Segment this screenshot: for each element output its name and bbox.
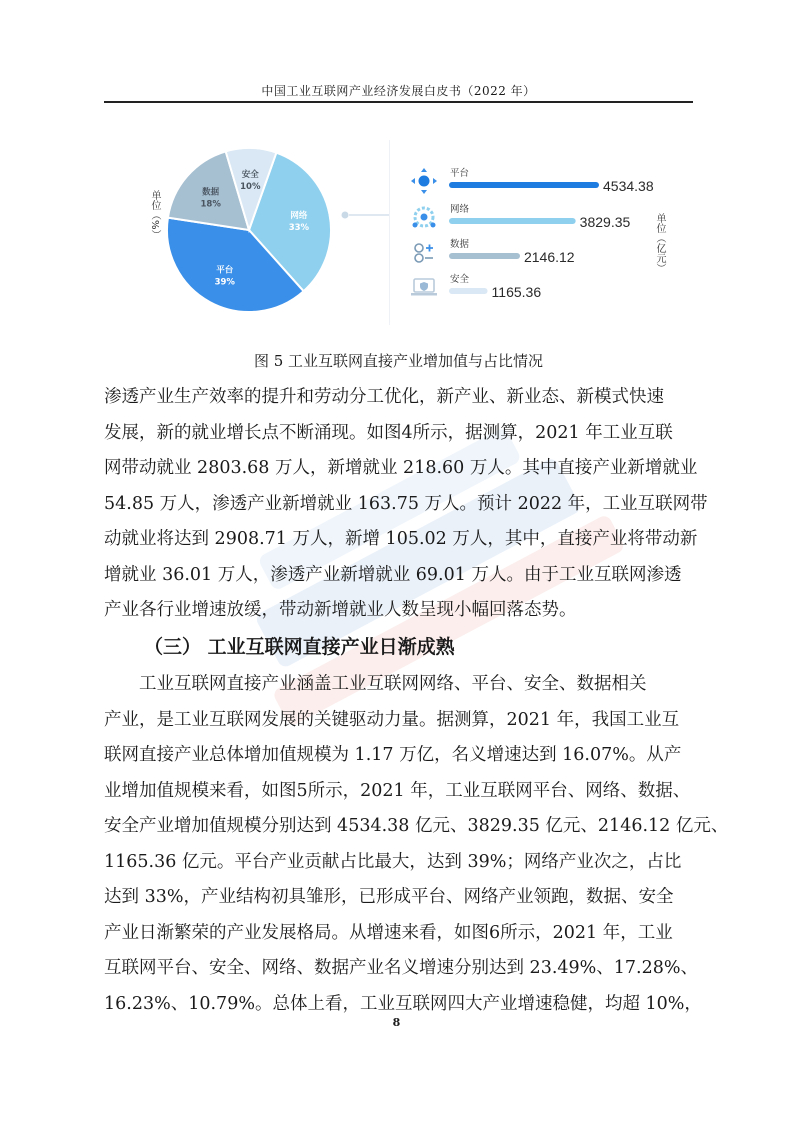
- bar-value-label: 3829.35: [579, 214, 631, 230]
- text-line: 达到 33%，产业结构初具雏形，已形成平台、网络产业领跑，数据、安全: [104, 887, 674, 907]
- bar: [449, 218, 576, 224]
- pie-value-label: 33%: [288, 223, 310, 234]
- text-line: 动就业将达到 2908.71 万人，新增 105.02 万人，其中，直接产业将带动新: [104, 529, 698, 549]
- laptop-shield-icon: [411, 279, 437, 296]
- bar: [449, 182, 599, 188]
- figure-svg: [104, 130, 693, 340]
- section-heading: （三） 工业互联网直接产业日渐成熟: [144, 636, 455, 658]
- pie-unit-label: 单位（%）: [149, 190, 160, 240]
- bar-unit-label: 单位（亿元）: [654, 213, 665, 273]
- text-line: 网带动就业 2803.68 万人，新增就业 218.60 万人。其中直接产业新增就业: [104, 458, 698, 478]
- pie-category-label: 数据: [202, 187, 220, 198]
- figure-5: [104, 130, 693, 340]
- header-title: 中国工业互联网产业经济发展白皮书（2022 年）: [261, 84, 536, 98]
- database-nodes-icon: [415, 244, 433, 262]
- text-line: 16.23%、10.79%。总体上看，工业互联网四大产业增速稳健，均超 10%，: [104, 993, 702, 1014]
- pie-value-label: 39%: [214, 277, 235, 288]
- pie-category-label: 网络: [290, 211, 308, 222]
- pie-value-label: 10%: [240, 182, 261, 193]
- text-line: 产业各行业增速放缓，带动新增就业人数呈现小幅回落态势。: [104, 600, 577, 620]
- pie-connector: [342, 140, 391, 325]
- bar: [449, 253, 520, 259]
- text-line: 业增加值规模来看，如图5所示，2021 年，工业互联网平台、网络、数据、: [104, 780, 691, 801]
- pie-category-label: 平台: [216, 265, 234, 276]
- text-line: 产业，是工业互联网发展的关键驱动力量。据测算，2021 年，我国工业互: [104, 709, 680, 730]
- paragraph-1: [104, 380, 708, 629]
- bar-category-label: 数据: [450, 239, 470, 250]
- text-line: 互联网平台、安全、网络、数据产业名义增速分别达到 23.49%、17.28%、: [104, 958, 699, 978]
- text-line: 安全产业增加值规模分别达到 4534.38 亿元、3829.35 亿元、2146.12 亿元、: [104, 816, 729, 836]
- pie-chart: [167, 148, 331, 312]
- bar-value-label: 4534.38: [603, 178, 654, 194]
- bar-category-label: 安全: [450, 274, 470, 285]
- text-line: 渗透产业生产效率的提升和劳动分工优化，新产业、新业态、新模式快速: [104, 387, 664, 407]
- figure-caption: 图 5 工业互联网直接产业增加值与占比情况: [253, 352, 544, 370]
- page-number: 8: [392, 1016, 401, 1029]
- pie-category-label: 安全: [241, 170, 259, 181]
- compass-arrows-icon: [411, 168, 437, 194]
- text-line: 54.85 万人，渗透产业新增就业 163.75 万人。预计 2022 年，工业互联网带: [104, 493, 708, 514]
- text-line: 产业日渐繁荣的产业发展格局。从增速来看，如图6所示，2021 年，工业: [104, 922, 673, 943]
- text-line: 工业互联网直接产业涵盖工业互联网网络、平台、安全、数据相关: [139, 674, 647, 694]
- gear-network-icon: [413, 208, 436, 228]
- bar-category-label: 平台: [450, 168, 470, 179]
- bar-category-label: 网络: [450, 204, 470, 215]
- text-line: 1165.36 亿元。平台产业贡献占比最大，达到 39%；网络产业次之，占比: [104, 851, 682, 872]
- bar: [449, 288, 488, 294]
- text-line: 增就业 36.01 万人，渗透产业新增就业 69.01 万人。由于工业互联网渗透: [104, 564, 682, 585]
- text-line: 发展，新的就业增长点不断涌现。如图4所示，据测算，2021 年工业互联: [104, 422, 673, 443]
- bar-chart: [411, 167, 654, 300]
- pie-value-label: 18%: [200, 199, 221, 210]
- bar-value-label: 1165.36: [491, 284, 542, 300]
- header-rule: [104, 101, 693, 103]
- bar-value-label: 2146.12: [523, 249, 575, 265]
- paragraph-2: [104, 667, 729, 1022]
- text-line: 联网直接产业总体增加值规模为 1.17 万亿，名义增速达到 16.07%。从产: [104, 745, 682, 765]
